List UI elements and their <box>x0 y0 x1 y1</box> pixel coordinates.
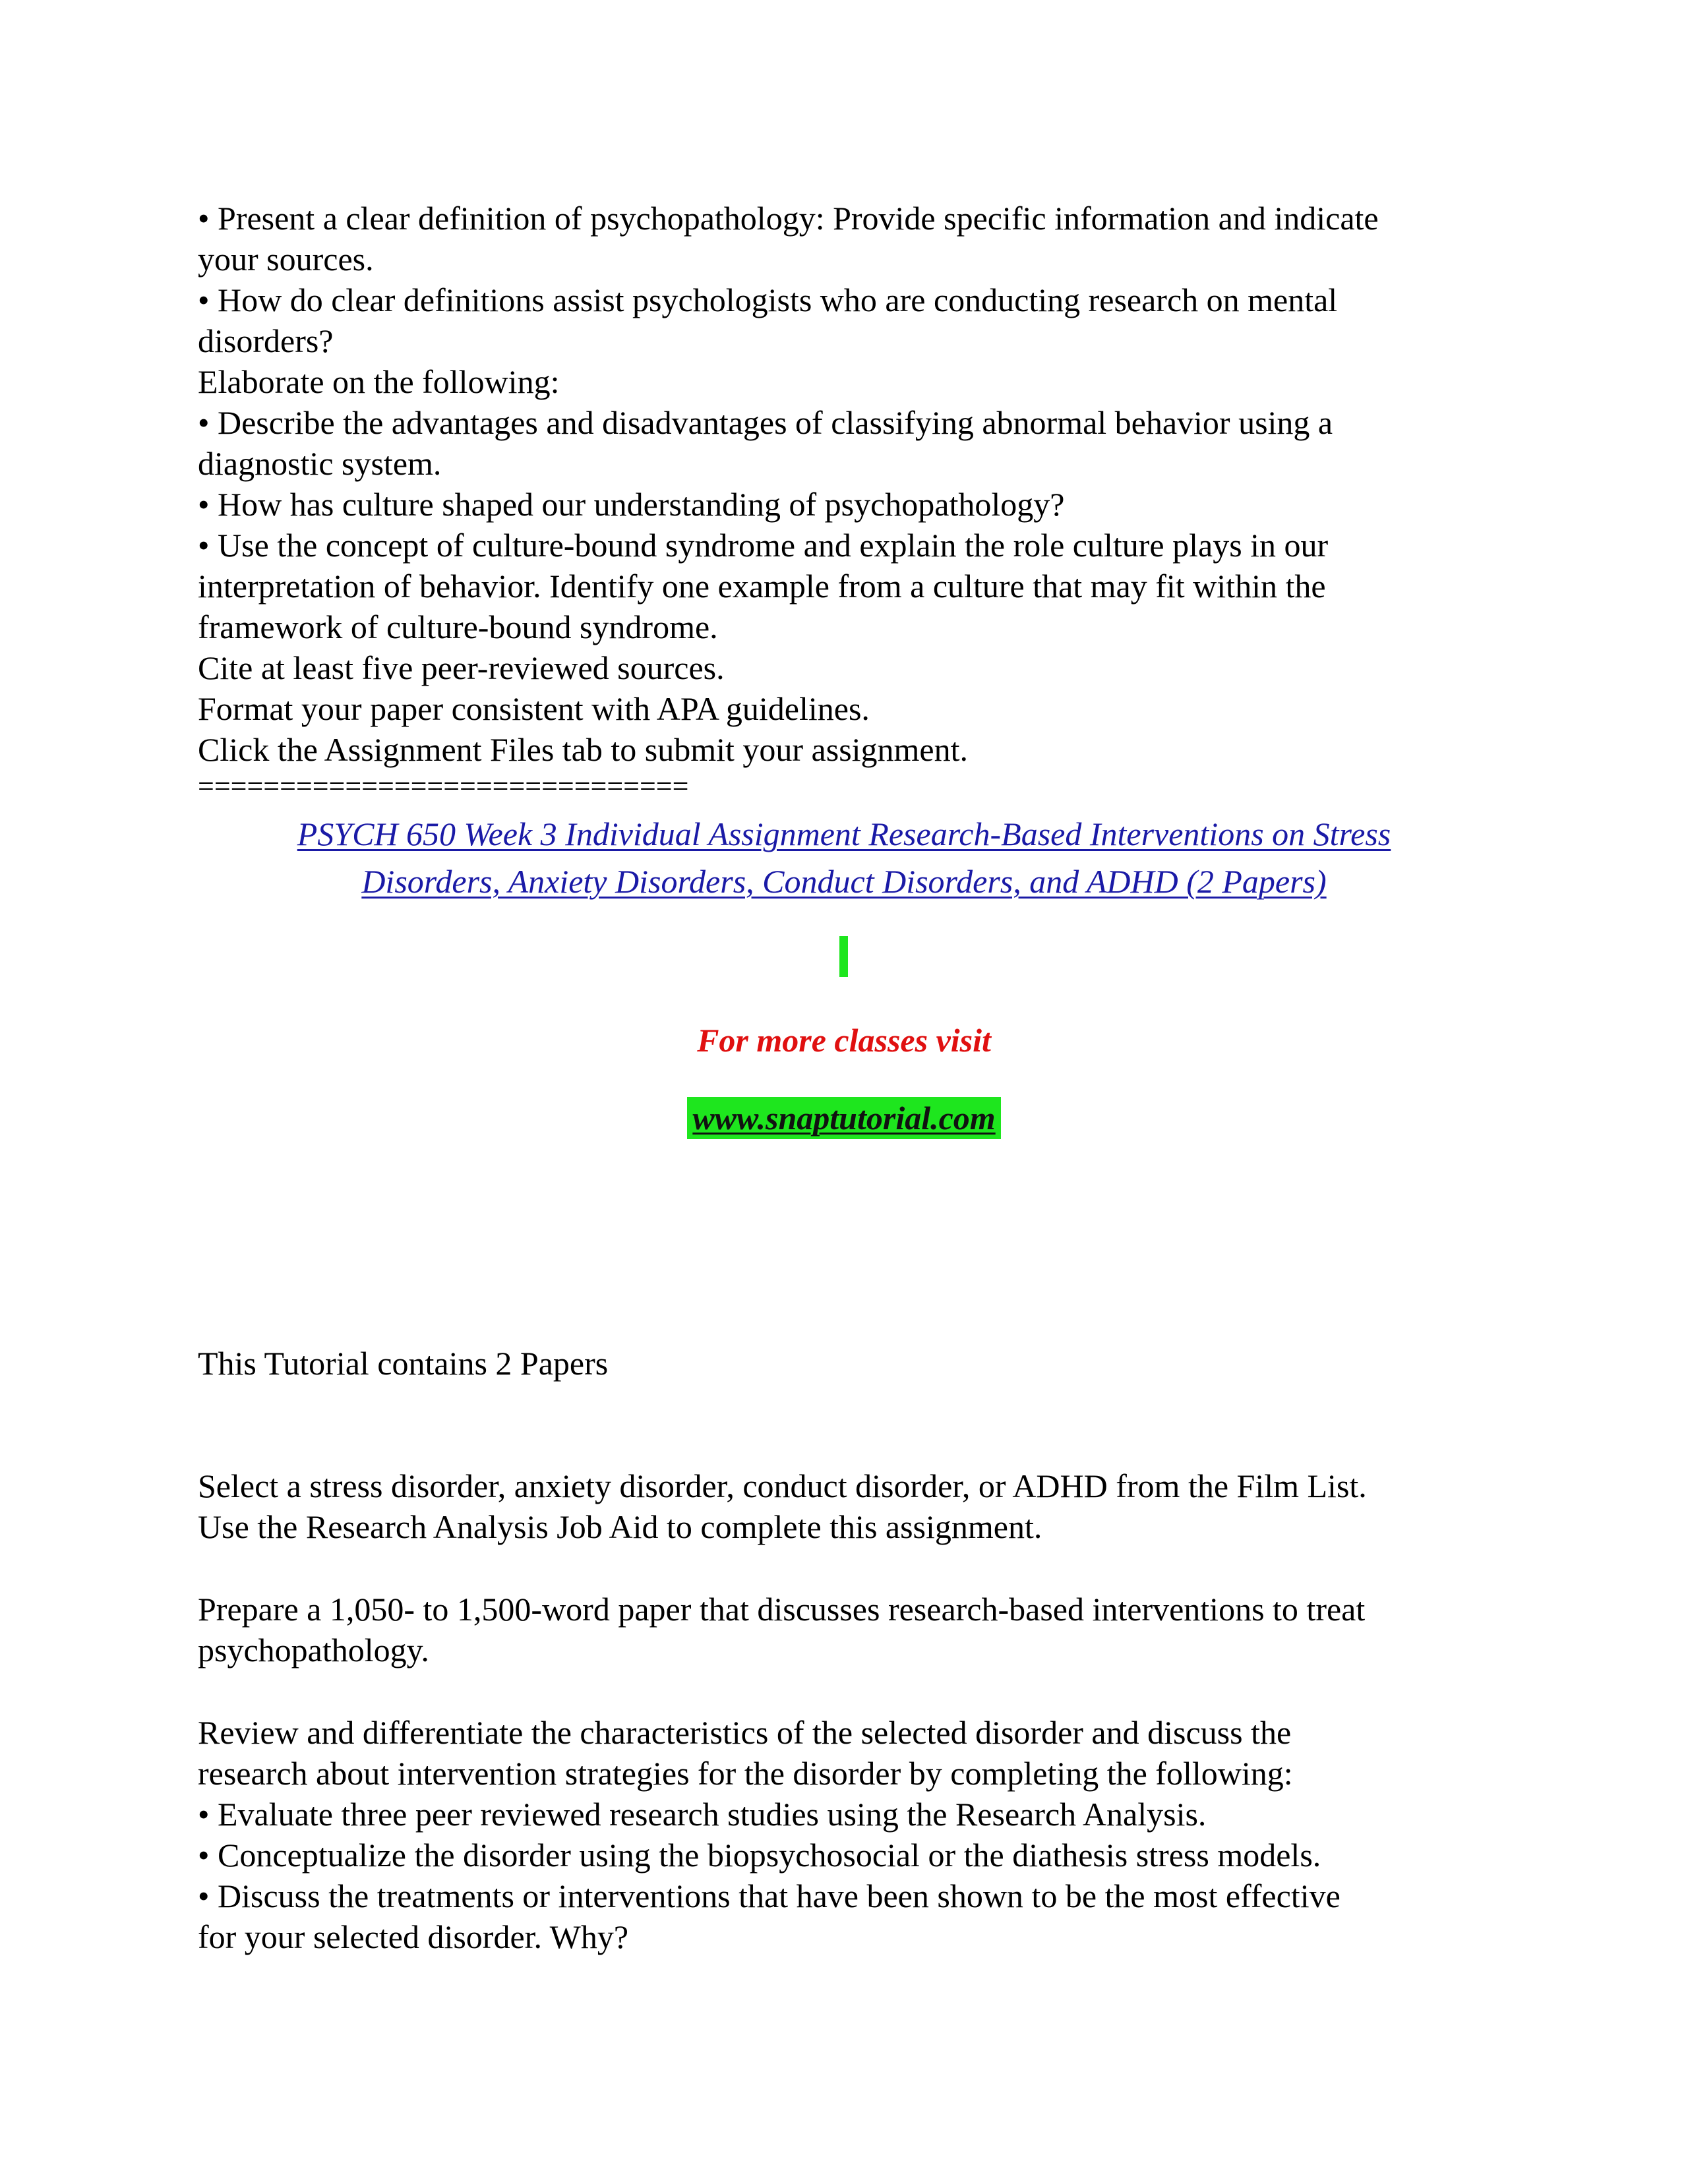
promo-site-wrapper <box>0 1097 1688 1139</box>
text-line: Click the Assignment Files tab to submit your assignment. <box>198 731 969 768</box>
instructions-paragraph-3 <box>198 1712 1490 1957</box>
text-line: diagnostic system. <box>198 445 442 482</box>
text-line: • Discuss the treatments or interventions that have been shown to be the most effective <box>198 1877 1341 1914</box>
text-line: for your selected disorder. Why? <box>198 1918 629 1955</box>
text-line: • Present a clear definition of psychopathology: Provide specific information and indicate <box>198 200 1379 237</box>
text-line: • Evaluate three peer reviewed research studies using the Research Analysis. <box>198 1796 1207 1833</box>
text-line: Select a stress disorder, anxiety disorder, conduct disorder, or ADHD from the Film List. <box>198 1467 1367 1504</box>
text-line: Elaborate on the following: <box>198 363 560 400</box>
text-line: interpretation of behavior. Identify one example from a culture that may fit within the <box>198 568 1326 605</box>
text-line: Cite at least five peer-reviewed sources. <box>198 649 725 686</box>
text-line: your sources. <box>198 241 374 278</box>
assignment-title-link-line1[interactable]: PSYCH 650 Week 3 Individual Assignment Research-Based Interventions on Stress <box>297 815 1391 852</box>
tutorial-note <box>198 1343 1490 1384</box>
previous-assignment-text <box>198 198 1490 770</box>
text-line: • Use the concept of culture-bound syndrome and explain the role culture plays in our <box>198 527 1329 564</box>
separator-line: ============================== <box>198 777 689 796</box>
text-line: framework of culture-bound syndrome. <box>198 608 718 645</box>
text-line: • How do clear definitions assist psychologists who are conducting research on mental <box>198 281 1338 318</box>
promo-site-link[interactable]: www.snaptutorial.com <box>687 1097 1000 1139</box>
text-line: Review and differentiate the characteristics of the selected disorder and discuss the <box>198 1714 1292 1751</box>
assignment-title-link-line2[interactable]: Disorders, Anxiety Disorders, Conduct Disorders, and ADHD (2 Papers) <box>361 863 1327 900</box>
text-line: • How has culture shaped our understanding of psychopathology? <box>198 486 1065 523</box>
text-line: disorders? <box>198 322 334 359</box>
text-line: Use the Research Analysis Job Aid to complete this assignment. <box>198 1508 1042 1545</box>
text-line: psychopathology. <box>198 1632 429 1668</box>
instructions-paragraph-1 <box>198 1465 1490 1547</box>
text-line: research about intervention strategies for the disorder by completing the following: <box>198 1755 1293 1792</box>
text-line: This Tutorial contains 2 Papers <box>198 1345 609 1382</box>
instructions-paragraph-2 <box>198 1589 1490 1670</box>
text-line: • Conceptualize the disorder using the biopsychosocial or the diathesis stress models. <box>198 1837 1321 1874</box>
text-line: • Describe the advantages and disadvantages of classifying abnormal behavior using a <box>198 404 1333 441</box>
text-line: Format your paper consistent with APA guidelines. <box>198 690 870 727</box>
promo-text: For more classes visit <box>697 1022 991 1059</box>
text-line: Prepare a 1,050- to 1,500-word paper that discusses research-based interventions to treat <box>198 1591 1366 1628</box>
green-marker <box>839 936 848 977</box>
